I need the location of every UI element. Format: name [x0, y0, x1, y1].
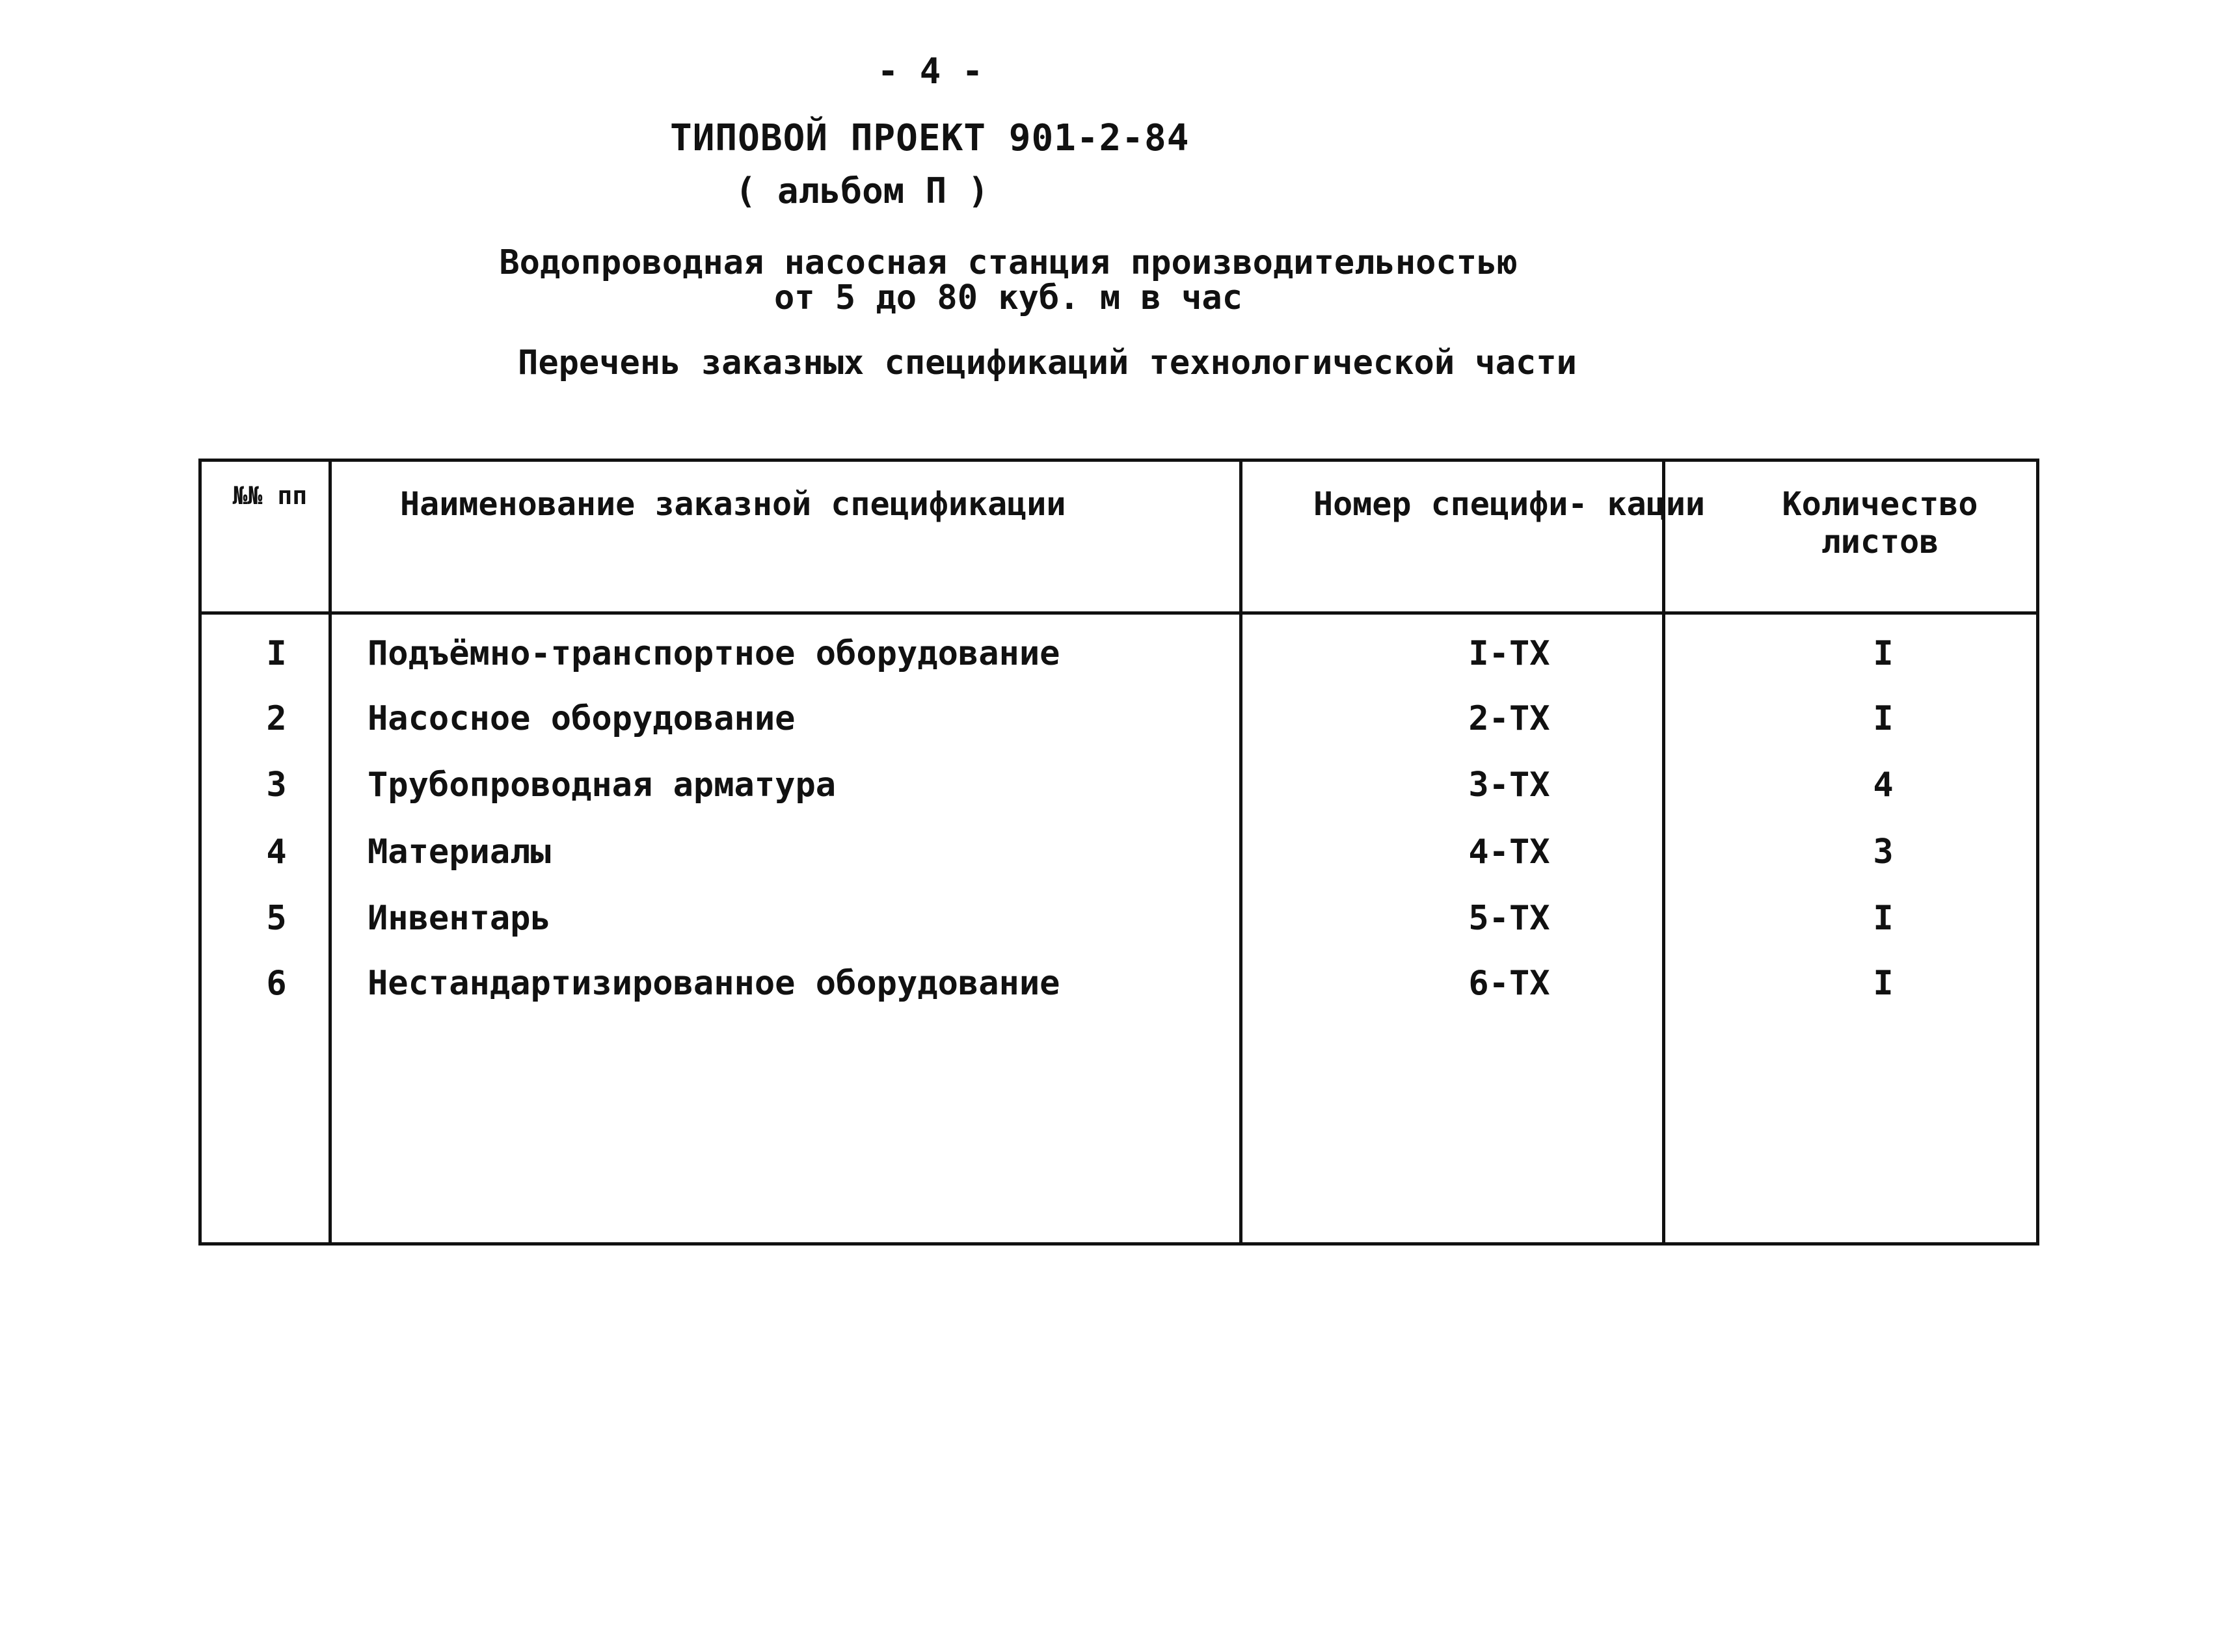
- row-number: 5: [266, 899, 287, 938]
- station-description-line2: от 5 до 80 куб. м в час: [773, 278, 1243, 317]
- row-code: 4-ТХ: [1468, 833, 1550, 872]
- row-code: 3-ТХ: [1468, 766, 1550, 805]
- row-number: 6: [266, 964, 287, 1003]
- table-row: [202, 621, 2036, 686]
- row-quantity: 4: [1873, 766, 1894, 805]
- row-code: I-ТХ: [1468, 634, 1550, 673]
- list-heading: Перечень заказных спецификаций технологической части: [518, 343, 1577, 382]
- row-quantity: I: [1873, 964, 1894, 1003]
- document-subtitle: ( альбом П ): [735, 170, 989, 211]
- table-row: [202, 819, 2036, 885]
- table-row: [202, 886, 2036, 951]
- page-number: - 4 -: [877, 51, 984, 92]
- column-header-number: №№ пп: [232, 481, 308, 510]
- row-quantity: I: [1873, 634, 1894, 673]
- table-row: [202, 686, 2036, 751]
- row-number: 3: [266, 766, 287, 805]
- station-description-line1: Водопроводная насосная станция производительностью: [499, 243, 1518, 282]
- column-header-code: Номер специфи- кации: [1313, 485, 1706, 523]
- table-row: [202, 951, 2036, 1016]
- row-number: 4: [266, 833, 287, 872]
- row-name: Подъёмно-транспортное оборудование: [368, 634, 1060, 673]
- row-code: 5-ТХ: [1468, 899, 1550, 938]
- row-quantity: I: [1873, 699, 1894, 738]
- column-header-quantity: Количество листов: [1782, 485, 1978, 561]
- row-quantity: 3: [1873, 833, 1894, 872]
- table-row: [202, 753, 2036, 818]
- row-name: Материалы: [368, 833, 551, 872]
- row-name: Инвентарь: [368, 899, 551, 938]
- row-number: I: [266, 634, 287, 673]
- document-title: ТИПОВОЙ ПРОЕКТ 901-2-84: [670, 117, 1190, 159]
- row-name: Насосное оборудование: [368, 699, 796, 738]
- row-number: 2: [266, 699, 287, 738]
- row-code: 2-ТХ: [1468, 699, 1550, 738]
- column-header-name: Наименование заказной спецификации: [400, 485, 1066, 523]
- row-name: Трубопроводная арматура: [368, 766, 837, 805]
- row-quantity: I: [1873, 899, 1894, 938]
- row-name: Нестандартизированное оборудование: [368, 964, 1060, 1003]
- specification-table: [198, 459, 2039, 1246]
- row-code: 6-ТХ: [1468, 964, 1550, 1003]
- header-divider: [202, 611, 2036, 615]
